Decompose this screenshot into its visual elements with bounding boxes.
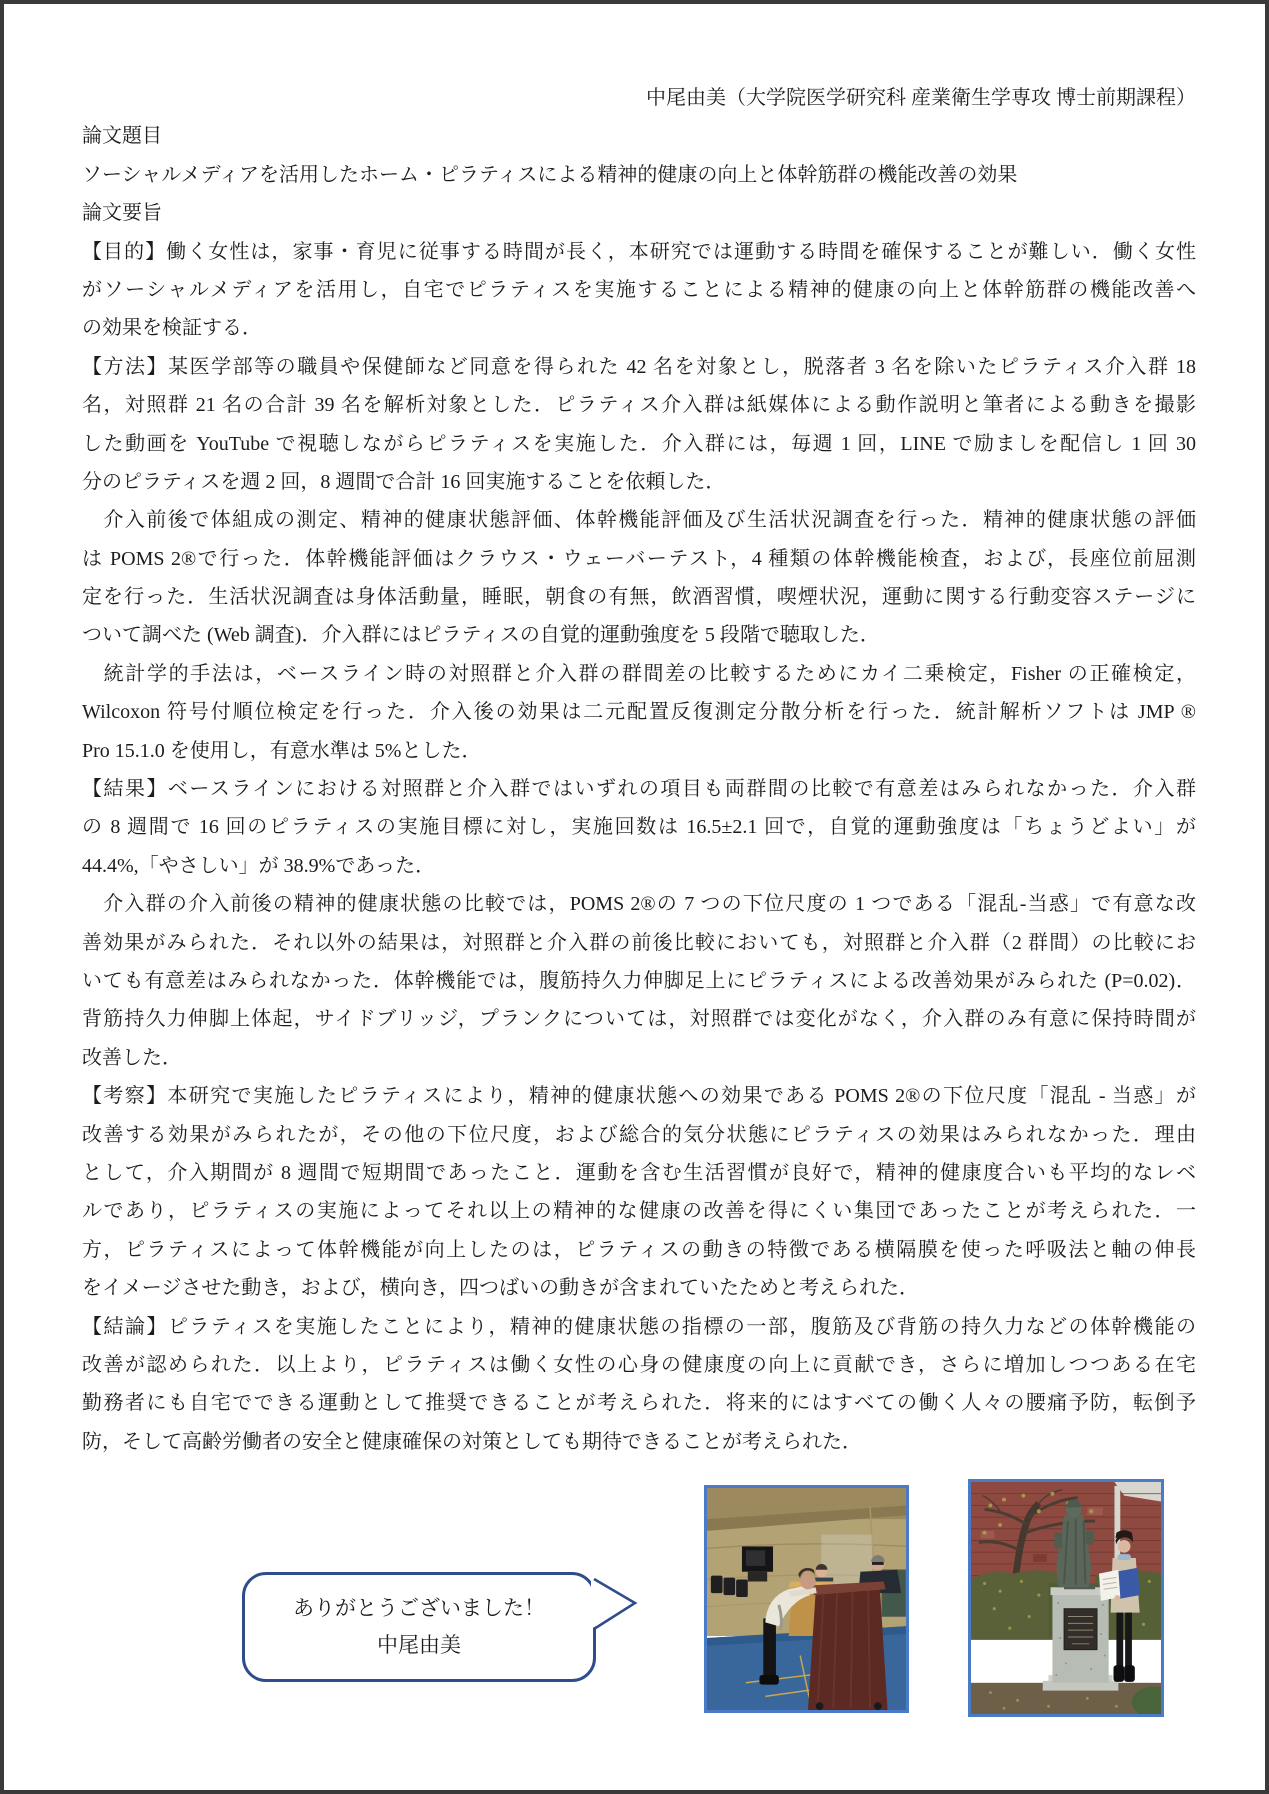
text-line: 【目的】働く女性は，家事・育児に従事する時間が長く，本研究では運動する時間を確保することが難しい．働く女性 — [82, 240, 1196, 263]
text-line: ソーシャルメディアを活用したホーム・ピラティスによる精神的健康の向上と体幹筋群の機能改善の効果 — [82, 163, 1018, 186]
text-line: 【結論】ピラティスを実施したことにより，精神的健康状態の指標の一部，腹筋及び背筋の持久力などの体幹機能の — [82, 1315, 1196, 1338]
wooden-lectern — [808, 1581, 888, 1710]
text-line: 改善する効果がみられたが，その他の下位尺度，および総合的気分状態にピラティスの効果はみられなかった．理由 — [82, 1123, 1196, 1146]
abstract-text — [82, 79, 1196, 1461]
text-line: 【考察】本研究で実施したピラティスにより，精神的健康状態への効果である POMS 2®の下位尺度「混乱 - 当惑」が — [82, 1085, 1196, 1108]
text-line: の効果を検証する． — [82, 317, 262, 340]
text-line: 防，そして高齢労働者の安全と健康確保の対策としても期待できることが考えられた． — [82, 1430, 862, 1453]
text-line: Pro 15.1.0 を使用し，有意水準は 5%とした． — [82, 739, 482, 762]
speech-bubble-tail — [592, 1576, 640, 1632]
text-line: 論文題目 — [82, 125, 162, 148]
text-line: をイメージさせた動き，および，横向き，四つばいの動きが含まれていたためと考えられた． — [82, 1277, 919, 1300]
text-line: 【結果】ベースラインにおける対照群と介入群ではいずれの項目も両群間の比較で有意差はみられなかった．介入群 — [82, 778, 1196, 801]
text-line: 論文要旨 — [82, 202, 162, 225]
text-line: 名，対照群 21 名の合計 39 名を解析対象とした．ピラティス介入群は紙媒体による動作説明と筆者による動きを撮影 — [82, 394, 1196, 417]
text-line: 介入群の介入前後の精神的健康状態の比較では，POMS 2®の 7 つの下位尺度の 1 つである「混乱-当惑」で有意な改 — [82, 893, 1196, 916]
text-line: 【方法】某医学部等の職員や保健師など同意を得られた 42 名を対象とし，脱落者 3 名を除いたピラティス介入群 18 — [82, 355, 1196, 378]
text-line: 介入前後で体組成の測定、精神的健康状態評価、体幹機能評価及び生活状況調査を行った．精神的健康状態の評価 — [82, 509, 1196, 532]
text-line: Wilcoxon 符号付順位検定を行った．介入後の効果は二元配置反復測定分散分析を行った．統計解析ソフトは JMP ® — [82, 701, 1196, 724]
text-line: 善効果がみられた．それ以外の結果は，対照群と介入群の前後比較においても，対照群と介入群（2 群間）の比較にお — [82, 931, 1196, 954]
text-line: 定を行った．生活状況調査は身体活動量，睡眠，朝食の有無，飲酒習慣，喫煙状況，運動に関する行動変容ステージに — [82, 586, 1196, 609]
text-line: 背筋持久力伸脚上体起，サイドブリッジ，プランクについては，対照群では変化がなく，介入群のみ有意に保持時間が — [82, 1008, 1196, 1031]
text-line: として，介入期間が 8 週間で短期間であったこと．運動を含む生活習慣が良好で，精神的健康度合いも平均的なレベ — [82, 1161, 1196, 1184]
speech-bubble — [242, 1572, 596, 1682]
photo-statue — [968, 1479, 1164, 1717]
text-line: 分のピラティスを週 2 回，8 週間で合計 16 回実施することを依頼した． — [82, 470, 726, 493]
text-line: した動画を YouTube で視聴しながらピラティスを実施した．介入群には，毎週 1 回，LINE で励ましを配信し 1 回 30 — [82, 432, 1196, 455]
photo-award-ceremony — [704, 1485, 909, 1713]
text-line: 統計学的手法は，ベースライン時の対照群と介入群の群間差の比較するためにカイ二乗検定，Fisher の正確検定， — [82, 662, 1196, 685]
text-line: の 8 週間で 16 回のピラティスの実施目標に対し，実施回数は 16.5±2.1 回で，自覚的運動強度は「ちょうどよい」が — [82, 816, 1196, 839]
text-line: いても有意差はみられなかった．体幹機能では，腹筋持久力伸脚足上にピラティスによる改善効果がみられた (P=0.02)． — [82, 969, 1196, 992]
text-line: 改善した． — [82, 1046, 182, 1069]
text-line: がソーシャルメディアを活用し，自宅でピラティスを実施することによる精神的健康の向上と体幹筋群の機能改善へ — [82, 278, 1196, 301]
text-line: 44.4%,「やさしい」が 38.9%であった． — [82, 854, 436, 877]
text-line: 方，ピラティスによって体幹機能が向上したのは，ピラティスの動きの特徴である横隔膜を使った呼吸法と軸の伸長 — [82, 1238, 1196, 1261]
text-line: 中尾由美（大学院医学研究科 産業衛生学専攻 博士前期課程） — [646, 87, 1196, 109]
text-line: 勤務者にも自宅でできる運動として推奨できることが考えられた．将来的にはすべての働く人々の腰痛予防，転倒予 — [82, 1392, 1196, 1415]
text-line: 改善が認められた．以上より，ピラティスは働く女性の心身の健康度の向上に貢献でき，さらに増加しつつある在宅 — [82, 1353, 1196, 1376]
text-line: は POMS 2®で行った．体幹機能評価はクラウス・ウェーバーテスト，4 種類の体幹機能検査，および，長座位前屈測 — [82, 547, 1196, 570]
bubble-name-text: 中尾由美 — [377, 1633, 461, 1657]
granite-pedestal — [1043, 1587, 1119, 1690]
bubble-thanks-text: ありがとうございました！ — [293, 1596, 545, 1620]
text-line: ルであり，ピラティスの実施によってそれ以上の精神的な健康の改善を得にくい集団であったことが考えられた．一 — [82, 1200, 1196, 1223]
text-line: ついて調べた (Web 調査)．介入群にはピラティスの自覚的運動強度を 5 段階で聴取した． — [82, 624, 880, 647]
